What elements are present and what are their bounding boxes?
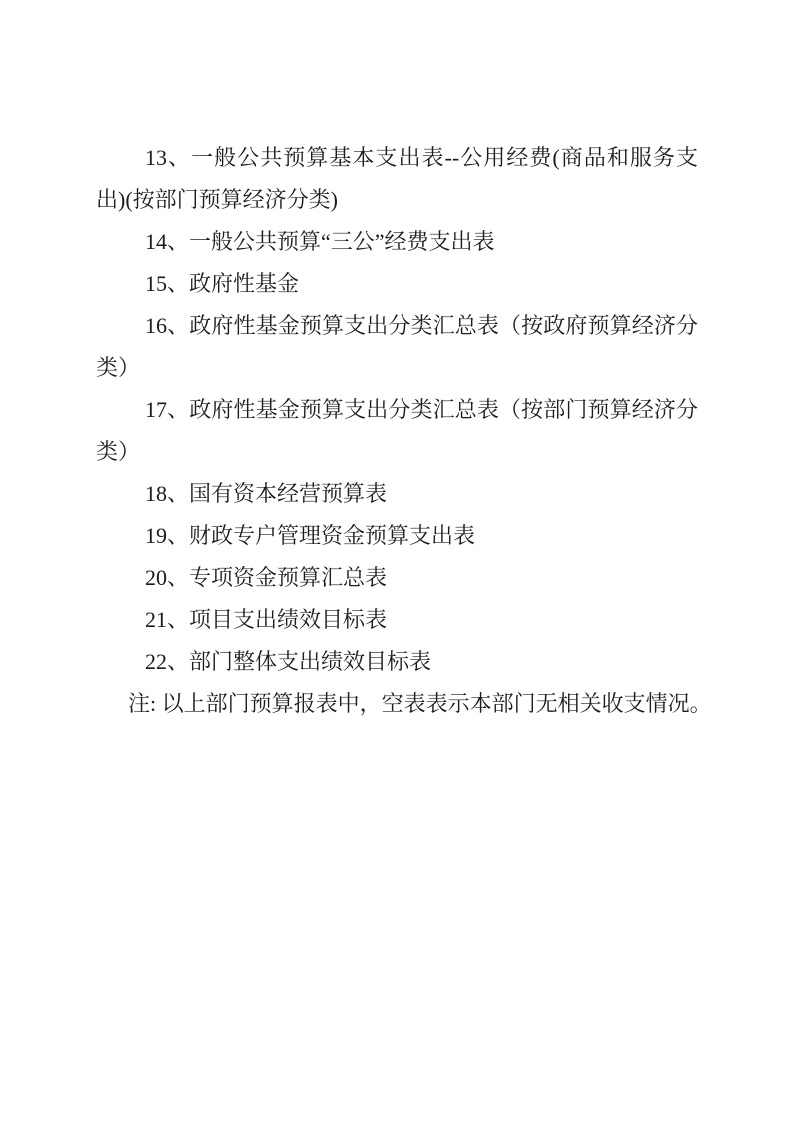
- note-line: 注: 以上部门预算报表中，空表表示本部门无相关收支情况。: [128, 691, 712, 716]
- budget-report-list-item-15: 15、政府性基金: [145, 271, 300, 296]
- budget-report-list-item-20: 20、专项资金预算汇总表: [145, 565, 388, 590]
- budget-report-list-item-18: 18、国有资本经营预算表: [145, 481, 388, 506]
- budget-report-list-item-17: 17、政府性基金预算支出分类汇总表（按部门预算经济分类）: [96, 397, 698, 464]
- budget-report-list-item-19: 19、财政专户管理资金预算支出表: [145, 523, 476, 548]
- page-content: [96, 137, 712, 725]
- budget-report-list-item-14: 14、一般公共预算“三公”经费支出表: [145, 229, 495, 254]
- budget-report-list-item-16: 16、政府性基金预算支出分类汇总表（按政府预算经济分类）: [96, 313, 698, 380]
- budget-report-list-item-22: 22、部门整体支出绩效目标表: [145, 649, 432, 674]
- budget-report-list-item-21: 21、项目支出绩效目标表: [145, 607, 388, 632]
- budget-report-list-item-13: 13、一般公共预算基本支出表--公用经费(商品和服务支出)(按部门预算经济分类): [96, 145, 698, 212]
